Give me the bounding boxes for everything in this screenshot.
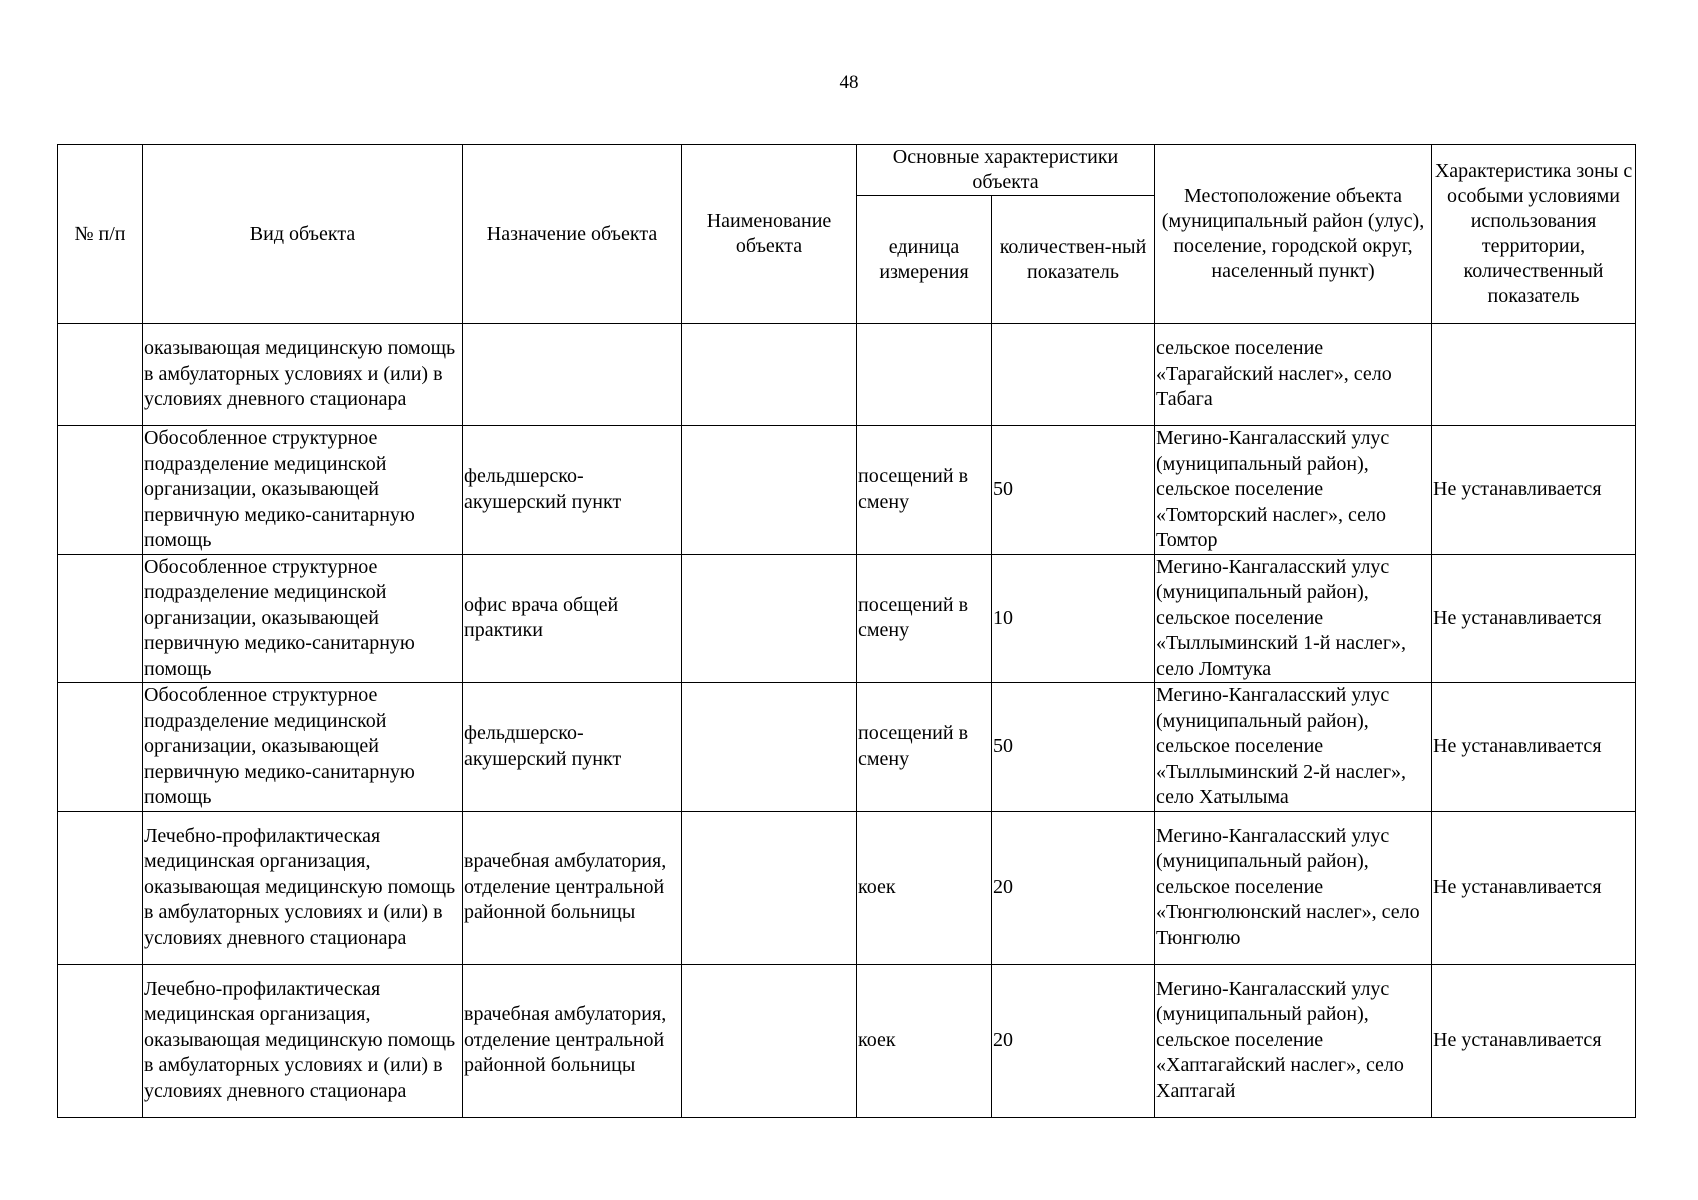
cell-unit: коек bbox=[857, 811, 992, 964]
cell-location: Мегино-Кангаласский улус (муниципальный район), сельское поселение «Тыллыминский 2-й наслег», село Хатылыма bbox=[1155, 683, 1432, 812]
cell-type: Обособленное структурное подразделение медицинской организации, оказывающей первичную медико-санитарную помощь bbox=[143, 426, 463, 555]
table-row bbox=[58, 811, 1636, 964]
cell-unit bbox=[857, 324, 992, 426]
cell-purpose: офис врача общей практики bbox=[463, 554, 682, 683]
cell-type: Обособленное структурное подразделение медицинской организации, оказывающей первичную медико-санитарную помощь bbox=[143, 683, 463, 812]
cell-name bbox=[682, 426, 857, 555]
cell-quantity: 50 bbox=[992, 426, 1155, 555]
table-row bbox=[58, 426, 1636, 555]
facilities-table bbox=[57, 144, 1636, 1118]
cell-quantity: 20 bbox=[992, 811, 1155, 964]
cell-purpose: врачебная амбулатория, отделение центральной районной больницы bbox=[463, 964, 682, 1117]
header-location: Местоположение объекта (муниципальный район (улус), поселение, городской округ, населенный пункт) bbox=[1155, 145, 1432, 324]
cell-zone bbox=[1432, 324, 1636, 426]
cell-name bbox=[682, 554, 857, 683]
page-number: 48 bbox=[839, 72, 859, 93]
cell-quantity: 20 bbox=[992, 964, 1155, 1117]
cell-num bbox=[58, 964, 143, 1117]
cell-purpose bbox=[463, 324, 682, 426]
table-header bbox=[58, 145, 1636, 324]
cell-name bbox=[682, 964, 857, 1117]
cell-num bbox=[58, 324, 143, 426]
cell-zone: Не устанавливается bbox=[1432, 426, 1636, 555]
cell-name bbox=[682, 811, 857, 964]
cell-purpose: врачебная амбулатория, отделение центральной районной больницы bbox=[463, 811, 682, 964]
cell-type: Обособленное структурное подразделение медицинской организации, оказывающей первичную медико-санитарную помощь bbox=[143, 554, 463, 683]
cell-zone: Не устанавливается bbox=[1432, 811, 1636, 964]
cell-purpose: фельдшерско-акушерский пункт bbox=[463, 426, 682, 555]
cell-unit: посещений в смену bbox=[857, 554, 992, 683]
cell-unit: посещений в смену bbox=[857, 426, 992, 555]
cell-name bbox=[682, 683, 857, 812]
header-quantity: количествен-ный показатель bbox=[992, 196, 1155, 324]
cell-quantity: 10 bbox=[992, 554, 1155, 683]
header-name: Наименование объекта bbox=[682, 145, 857, 324]
cell-quantity bbox=[992, 324, 1155, 426]
cell-num bbox=[58, 811, 143, 964]
header-num: № п/п bbox=[58, 145, 143, 324]
cell-type: Лечебно-профилактическая медицинская организация, оказывающая медицинскую помощь в амбулаторных условиях и (или) в условиях дневного стационара bbox=[143, 964, 463, 1117]
cell-zone: Не устанавливается bbox=[1432, 683, 1636, 812]
table-body bbox=[58, 324, 1636, 1118]
cell-location: Мегино-Кангаласский улус (муниципальный район), сельское поселение «Тыллыминский 1-й наслег», село Ломтука bbox=[1155, 554, 1432, 683]
cell-name bbox=[682, 324, 857, 426]
header-zone: Характеристика зоны с особыми условиями использования территории, количественный показатель bbox=[1432, 145, 1636, 324]
cell-purpose: фельдшерско-акушерский пункт bbox=[463, 683, 682, 812]
cell-num bbox=[58, 683, 143, 812]
table-row bbox=[58, 683, 1636, 812]
cell-unit: коек bbox=[857, 964, 992, 1117]
header-purpose: Назначение объекта bbox=[463, 145, 682, 324]
cell-type: оказывающая медицинскую помощь в амбулаторных условиях и (или) в условиях дневного стационара bbox=[143, 324, 463, 426]
table-row bbox=[58, 964, 1636, 1117]
cell-location: Мегино-Кангаласский улус (муниципальный район), сельское поселение «Хаптагайский наслег», село Хаптагай bbox=[1155, 964, 1432, 1117]
cell-unit: посещений в смену bbox=[857, 683, 992, 812]
cell-location: сельское поселение «Тарагайский наслег», село Табага bbox=[1155, 324, 1432, 426]
header-unit: единица измерения bbox=[857, 196, 992, 324]
cell-type: Лечебно-профилактическая медицинская организация, оказывающая медицинскую помощь в амбулаторных условиях и (или) в условиях дневного стационара bbox=[143, 811, 463, 964]
cell-location: Мегино-Кангаласский улус (муниципальный район), сельское поселение «Томторский наслег», село Томтор bbox=[1155, 426, 1432, 555]
header-type: Вид объекта bbox=[143, 145, 463, 324]
cell-num bbox=[58, 554, 143, 683]
cell-num bbox=[58, 426, 143, 555]
cell-location: Мегино-Кангаласский улус (муниципальный район), сельское поселение «Тюнгюлюнский наслег», село Тюнгюлю bbox=[1155, 811, 1432, 964]
cell-zone: Не устанавливается bbox=[1432, 554, 1636, 683]
header-characteristics: Основные характеристики объекта bbox=[857, 145, 1155, 196]
table-row bbox=[58, 324, 1636, 426]
table-row bbox=[58, 554, 1636, 683]
cell-zone: Не устанавливается bbox=[1432, 964, 1636, 1117]
cell-quantity: 50 bbox=[992, 683, 1155, 812]
